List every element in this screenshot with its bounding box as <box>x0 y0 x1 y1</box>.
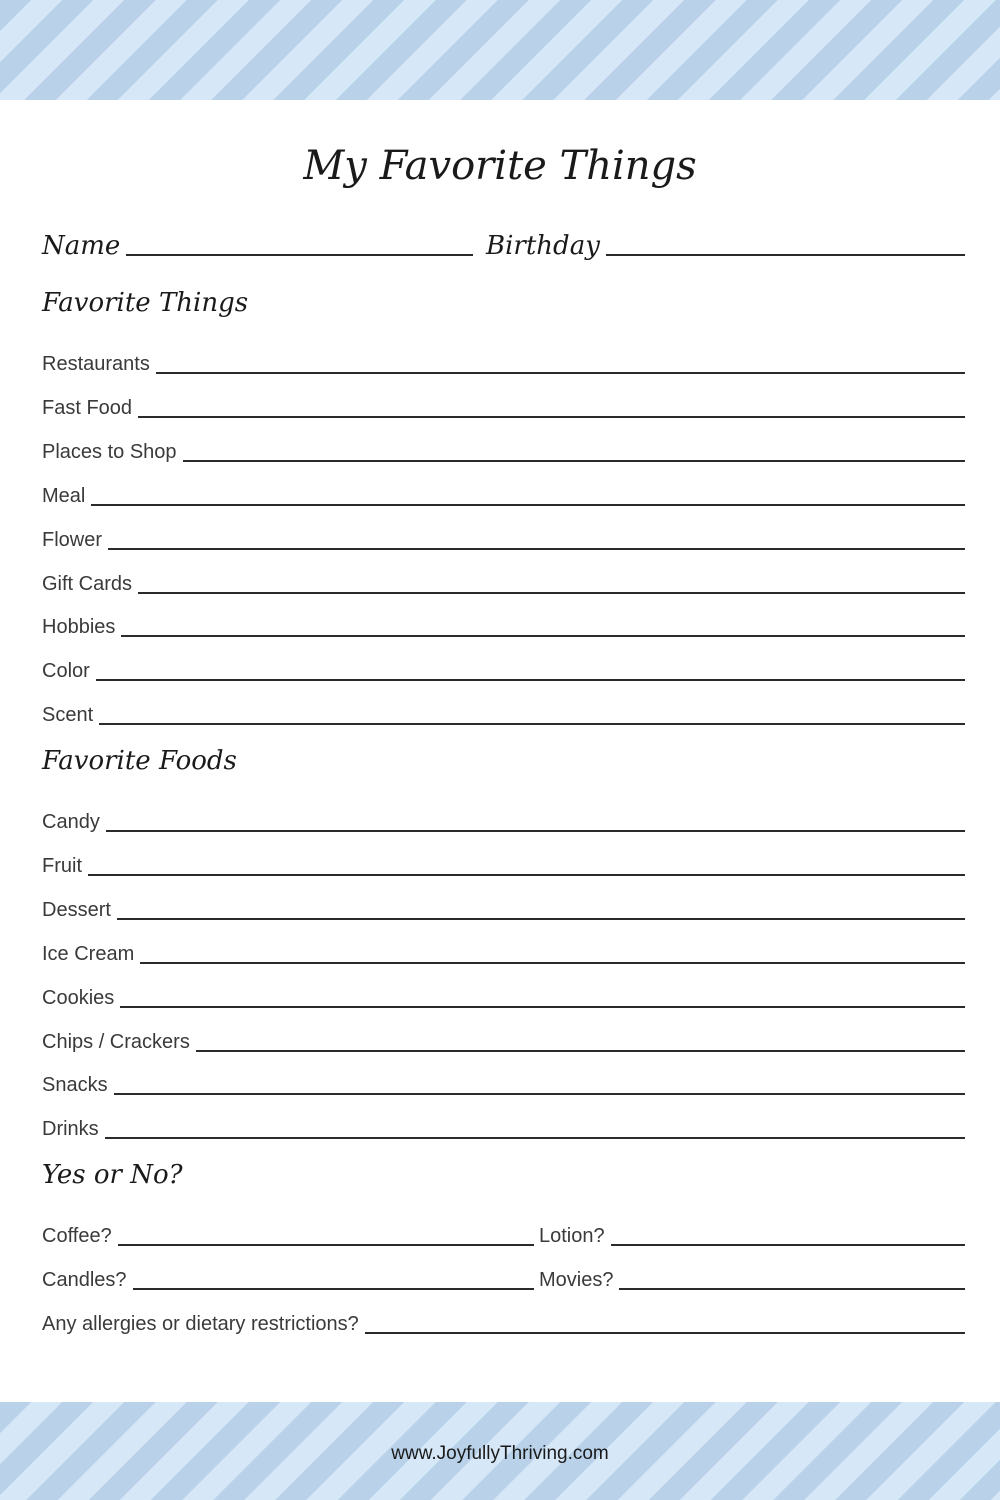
answer-line-field[interactable] <box>114 1093 965 1095</box>
candles-field[interactable] <box>133 1288 534 1290</box>
form-row <box>42 804 965 834</box>
form-row <box>42 609 965 639</box>
answer-line-field[interactable] <box>106 830 965 832</box>
answer-line-field[interactable] <box>117 918 965 920</box>
form-row <box>42 1067 965 1097</box>
field-label: Candy <box>42 811 100 833</box>
form-row <box>42 1024 965 1054</box>
answer-line-field[interactable] <box>96 679 965 681</box>
answer-line-field[interactable] <box>138 416 965 418</box>
answer-line-field[interactable] <box>140 962 965 964</box>
top-stripe-band <box>0 0 1000 100</box>
answer-line-field[interactable] <box>138 592 965 594</box>
form-row <box>42 848 965 878</box>
form-row <box>42 346 965 376</box>
lotion-row <box>539 1218 965 1248</box>
allergies-field[interactable] <box>365 1332 965 1334</box>
field-label: Ice Cream <box>42 942 135 965</box>
birthday-row <box>486 228 965 261</box>
answer-line-field[interactable] <box>88 874 965 876</box>
candles-label: Candles? <box>42 1269 127 1291</box>
form-row <box>42 1111 965 1141</box>
coffee-row <box>42 1218 534 1248</box>
field-label: Restaurants <box>42 353 150 375</box>
candles-row <box>42 1262 534 1292</box>
answer-line-field[interactable] <box>156 372 965 374</box>
field-label: Gift Cards <box>42 572 133 595</box>
form-row <box>42 434 965 464</box>
coffee-label: Coffee? <box>42 1225 112 1247</box>
section-heading-favorite-things: Favorite Things <box>42 288 249 318</box>
movies-row <box>539 1262 965 1292</box>
field-label: Flower <box>42 528 103 551</box>
footer-website: www.JoyfullyThriving.com <box>391 1443 609 1464</box>
field-label: Fast Food <box>42 396 133 419</box>
name-field[interactable] <box>126 254 473 256</box>
form-row <box>42 478 965 508</box>
form-row <box>42 566 965 596</box>
section-heading-yes-or-no: Yes or No? <box>42 1160 183 1190</box>
coffee-field[interactable] <box>118 1244 534 1246</box>
field-label: Places to Shop <box>42 440 177 463</box>
name-label: Name <box>42 231 121 261</box>
field-label: Fruit <box>42 854 82 877</box>
allergies-row <box>42 1306 965 1336</box>
answer-line-field[interactable] <box>91 504 965 506</box>
birthday-field[interactable] <box>606 254 965 256</box>
movies-label: Movies? <box>539 1269 614 1291</box>
form-row <box>42 697 965 727</box>
page-title: My Favorite Things <box>303 143 697 189</box>
field-label: Meal <box>42 484 86 507</box>
answer-line-field[interactable] <box>105 1137 965 1139</box>
field-label: Color <box>42 660 90 683</box>
form-row <box>42 653 965 683</box>
field-label: Chips / Crackers <box>42 1030 190 1053</box>
answer-line-field[interactable] <box>121 635 965 637</box>
answer-line-field[interactable] <box>196 1050 965 1052</box>
field-label: Snacks <box>42 1074 108 1097</box>
lotion-field[interactable] <box>611 1244 965 1246</box>
form-row <box>42 980 965 1010</box>
field-label: Drinks <box>42 1118 99 1141</box>
answer-line-field[interactable] <box>120 1006 965 1008</box>
allergies-label: Any allergies or dietary restrictions? <box>42 1313 359 1335</box>
field-label: Cookies <box>42 986 115 1009</box>
birthday-label: Birthday <box>486 231 600 261</box>
answer-line-field[interactable] <box>108 548 965 550</box>
answer-line-field[interactable] <box>183 460 965 462</box>
field-label: Scent <box>42 704 94 727</box>
form-row <box>42 522 965 552</box>
name-row <box>42 228 473 261</box>
movies-field[interactable] <box>619 1288 965 1290</box>
form-row <box>42 390 965 420</box>
form-row <box>42 936 965 966</box>
form-row <box>42 892 965 922</box>
section-heading-favorite-foods: Favorite Foods <box>42 746 237 776</box>
lotion-label: Lotion? <box>539 1225 605 1247</box>
field-label: Hobbies <box>42 616 116 639</box>
answer-line-field[interactable] <box>99 723 965 725</box>
field-label: Dessert <box>42 898 111 921</box>
